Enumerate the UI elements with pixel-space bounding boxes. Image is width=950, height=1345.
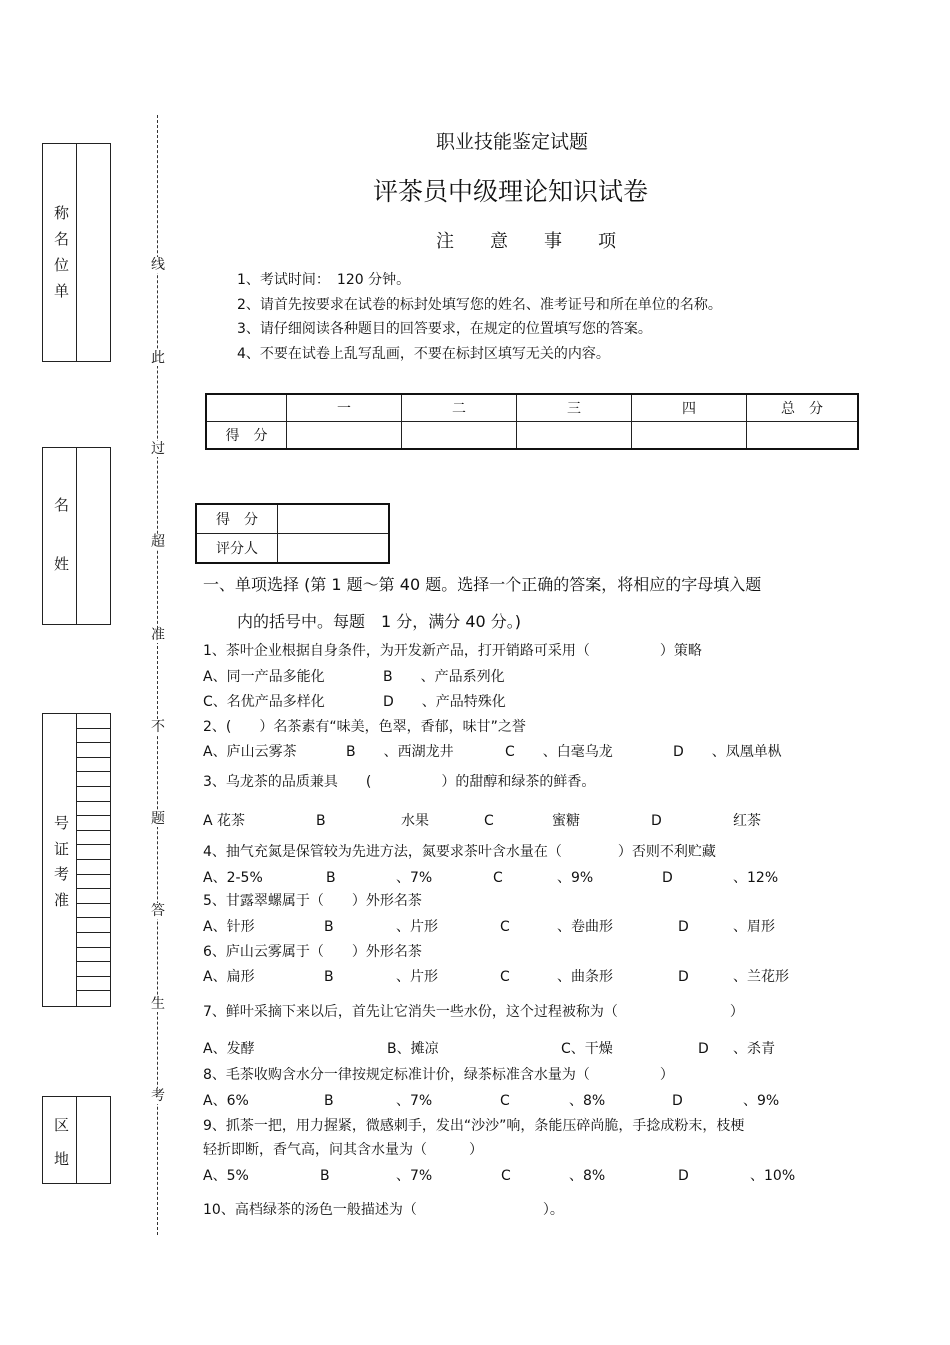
option-d-letter: D (698, 1041, 709, 1057)
exam-number-label-char: 号 (54, 814, 70, 832)
score-table (205, 393, 859, 450)
score-cell[interactable] (517, 422, 632, 450)
name-label-char: 姓 (54, 555, 70, 573)
note-item: 3、请仔细阅读各种题目的回答要求，在规定的位置填写您的答案。 (237, 321, 652, 337)
question-stem: 5、甘露翠螺属于（ ）外形名茶 (203, 893, 422, 909)
option-a: A、同一产品多能化 (203, 669, 325, 685)
option-d: D 、产品特殊化 (383, 694, 506, 710)
option-c-letter: C (500, 919, 510, 935)
option-b: 、7% (396, 1093, 433, 1109)
option-c: 、8% (569, 1168, 606, 1184)
option-b: 水果 (401, 813, 429, 829)
option-d-letter: D (678, 919, 689, 935)
question-stem: 10、高档绿茶的汤色一般描述为（ ）。 (203, 1202, 564, 1218)
region-label-char: 地 (54, 1150, 70, 1168)
option-a: A、发酵 (203, 1041, 255, 1057)
option-c-letter: C (501, 1168, 511, 1184)
option-b: B、摊凉 (387, 1041, 439, 1057)
score-table-header: 二 (402, 394, 517, 422)
option-a: A、2-5% (203, 870, 263, 886)
question-stem-cont: 轻折即断，香气高，问其含水量为（ ） (203, 1142, 483, 1158)
option-c: C 、白毫乌龙 (505, 744, 613, 760)
question-stem: 9、抓茶一把，用力握紧，微感刺手，发出“沙沙”响，条能压碎尚脆，手捻成粉末，枝梗 (203, 1118, 745, 1134)
option-b-letter: B (324, 919, 334, 935)
name-box (42, 447, 111, 625)
option-c: 、9% (557, 870, 594, 886)
option-d: 、9% (743, 1093, 780, 1109)
seal-line-char: 线 (151, 257, 165, 273)
score-cell[interactable] (402, 422, 517, 450)
option-c: C、干燥 (561, 1041, 613, 1057)
option-d-letter: D (662, 870, 673, 886)
option-b: B 、产品系列化 (383, 669, 505, 685)
option-a: A、针形 (203, 919, 255, 935)
grader-name-cell[interactable] (278, 534, 390, 564)
grader-box (195, 503, 390, 564)
question-stem: 3、乌龙茶的品质兼具 ( ）的甜醇和绿茶的鲜香。 (203, 774, 596, 790)
region-box (42, 1096, 111, 1184)
exam-number-label-char: 准 (54, 891, 70, 909)
exam-number-label-char: 证 (54, 840, 70, 858)
question-stem: 2、( ）名茶素有“味美，色翠，香郁，味甘”之誉 (203, 719, 526, 735)
option-d-letter: D (678, 1168, 689, 1184)
option-b: 、片形 (396, 919, 438, 935)
unit-label-char: 位 (54, 256, 70, 274)
option-c-letter: C (484, 813, 494, 829)
option-c-letter: C (493, 870, 503, 886)
option-b-letter: B (326, 870, 336, 886)
option-b: 、7% (396, 1168, 433, 1184)
unit-box (42, 143, 111, 362)
score-table-header-row (206, 394, 858, 422)
score-table-header (206, 394, 287, 422)
option-b-letter: B (324, 1093, 334, 1109)
option-c: 、曲条形 (557, 969, 613, 985)
option-d: 、眉形 (733, 919, 775, 935)
paper-title: 评茶员中级理论知识试卷 (373, 177, 649, 206)
question-stem: 6、庐山云雾属于（ ）外形名茶 (203, 944, 422, 960)
score-cell[interactable] (287, 422, 402, 450)
option-b: 、7% (396, 870, 433, 886)
score-row-label: 得 分 (206, 422, 287, 450)
seal-line-char: 生 (151, 996, 165, 1012)
option-d: 、兰花形 (733, 969, 789, 985)
option-b-letter: B (324, 969, 334, 985)
section-heading-cont: 内的括号中。每题 1 分，满分 40 分。) (237, 612, 522, 631)
option-a: A、庐山云雾茶 (203, 744, 297, 760)
option-d-letter: D (672, 1093, 683, 1109)
note-item: 4、不要在试卷上乱写乱画，不要在标封区填写无关的内容。 (237, 346, 610, 362)
notice-title: 注 意 事 项 (436, 231, 616, 252)
score-table-header: 一 (287, 394, 402, 422)
unit-label-char: 单 (54, 282, 70, 300)
option-b: B 、西湖龙井 (346, 744, 454, 760)
question-stem: 1、茶叶企业根据自身条件，为开发新产品，打开销路可采用（ ）策略 (203, 643, 702, 659)
seal-line-char: 此 (151, 350, 165, 366)
option-c: 、卷曲形 (557, 919, 613, 935)
option-c-letter: C (500, 1093, 510, 1109)
option-c: 、8% (569, 1093, 606, 1109)
name-label-char: 名 (54, 496, 70, 514)
option-a: A、5% (203, 1168, 249, 1184)
exam-number-label-char: 考 (54, 865, 70, 883)
region-label-char: 区 (54, 1116, 70, 1134)
score-table-score-row (206, 422, 858, 450)
grader-score-cell[interactable] (278, 504, 390, 534)
seal-line-char: 答 (151, 903, 165, 919)
seal-line-char: 不 (151, 719, 165, 735)
option-a: A、扁形 (203, 969, 255, 985)
option-b: 、片形 (396, 969, 438, 985)
option-d: 、杀青 (733, 1041, 775, 1057)
seal-line-char: 准 (151, 627, 165, 643)
note-item: 2、请首先按要求在试卷的标封处填写您的姓名、准考证号和所在单位的名称。 (237, 297, 722, 313)
option-b-letter: B (320, 1168, 330, 1184)
score-table-header: 总 分 (747, 394, 859, 422)
paper-subtitle: 职业技能鉴定试题 (436, 131, 589, 153)
option-b-letter: B (316, 813, 326, 829)
score-table-header: 三 (517, 394, 632, 422)
question-stem: 4、抽气充氮是保管较为先进方法，氮要求茶叶含水量在（ ）否则不利贮藏 (203, 844, 716, 860)
seal-line-char: 过 (151, 441, 165, 457)
question-stem: 8、毛茶收购含水分一律按规定标准计价，绿茶标准含水量为（ ） (203, 1067, 674, 1083)
seal-line-char: 超 (151, 534, 165, 550)
unit-label-char: 名 (54, 230, 70, 248)
score-cell[interactable] (632, 422, 747, 450)
grader-name-label: 评分人 (196, 534, 278, 564)
note-item: 1、考试时间： 120 分钟。 (237, 272, 411, 288)
option-c-letter: C (500, 969, 510, 985)
option-d-letter: D (678, 969, 689, 985)
unit-label-char: 称 (54, 204, 70, 222)
option-d-letter: D (651, 813, 662, 829)
question-stem: 7、鲜叶采摘下来以后，首先让它消失一些水份，这个过程被称为（ ） (203, 1004, 744, 1020)
option-d: 、10% (750, 1168, 796, 1184)
exam-number-grid (77, 714, 110, 1006)
option-d: 、12% (733, 870, 779, 886)
option-c: C、名优产品多样化 (203, 694, 325, 710)
option-d: 红茶 (733, 813, 761, 829)
seal-line-char: 题 (151, 811, 165, 827)
option-a: A、6% (203, 1093, 249, 1109)
option-d: D 、凤凰单枞 (673, 744, 782, 760)
grader-score-label: 得 分 (196, 504, 278, 534)
section-heading: 一、单项选择 (第 1 题～第 40 题。选择一个正确的答案，将相应的字母填入题 (203, 575, 762, 594)
option-c: 蜜糖 (552, 813, 580, 829)
option-a: A 花茶 (203, 813, 246, 829)
seal-line-char: 考 (151, 1088, 165, 1104)
score-table-header: 四 (632, 394, 747, 422)
score-cell[interactable] (747, 422, 859, 450)
seal-dashed-line (157, 115, 158, 1235)
